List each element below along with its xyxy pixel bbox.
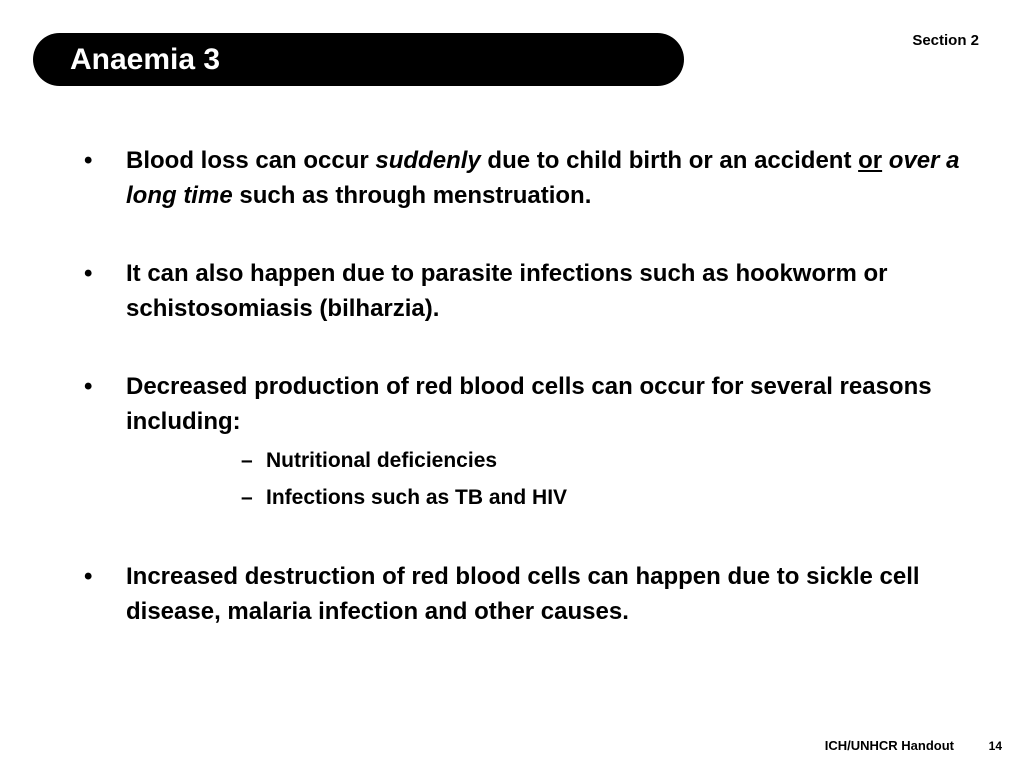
bullet-text: Increased destruction of red blood cells can happen due to sickle cell disease, malaria infection and other causes. [126, 563, 920, 625]
bullet-text: such as through menstruation. [232, 182, 592, 209]
sub-item-infections [84, 479, 964, 516]
bullet-text [882, 147, 889, 174]
sub-item-text: Infections such as TB and HIV [266, 486, 568, 509]
slide-title: Anaemia 3 [70, 42, 221, 76]
sub-marker: – [241, 486, 253, 509]
bullet-text: Decreased production of red blood cells can occur for several reasons including: [126, 373, 932, 435]
bullet-text: due to child birth or an accident [480, 147, 859, 174]
emphasis-over-a-long-time: over a long time [126, 147, 960, 209]
bullet-marker: • [84, 563, 93, 590]
footer-source: ICH/UNHCR Handout [824, 738, 954, 753]
bullet-list [84, 143, 964, 629]
bullet-increased-destruction [84, 559, 964, 629]
title-bar [33, 33, 684, 86]
sub-marker: – [241, 449, 253, 472]
bullet-marker: • [84, 147, 93, 174]
bullet-parasite-infections [84, 256, 964, 326]
section-label: Section 2 [912, 32, 979, 49]
underlined-or: or [858, 147, 883, 174]
bullet-marker: • [84, 373, 93, 400]
bullet-text: Blood loss can occur [126, 147, 376, 174]
bullet-marker: • [84, 260, 93, 287]
sub-item-text: Nutritional deficiencies [266, 449, 498, 472]
emphasis-suddenly: suddenly [375, 147, 481, 174]
bullet-text: It can also happen due to parasite infections such as hookworm or schistosomiasis (bilharzia). [126, 260, 888, 322]
bullet-blood-loss [84, 143, 964, 213]
sub-item-nutritional [84, 442, 964, 479]
bullet-decreased-production [84, 369, 964, 439]
page-number: 14 [988, 739, 1002, 753]
sub-list [84, 442, 964, 516]
